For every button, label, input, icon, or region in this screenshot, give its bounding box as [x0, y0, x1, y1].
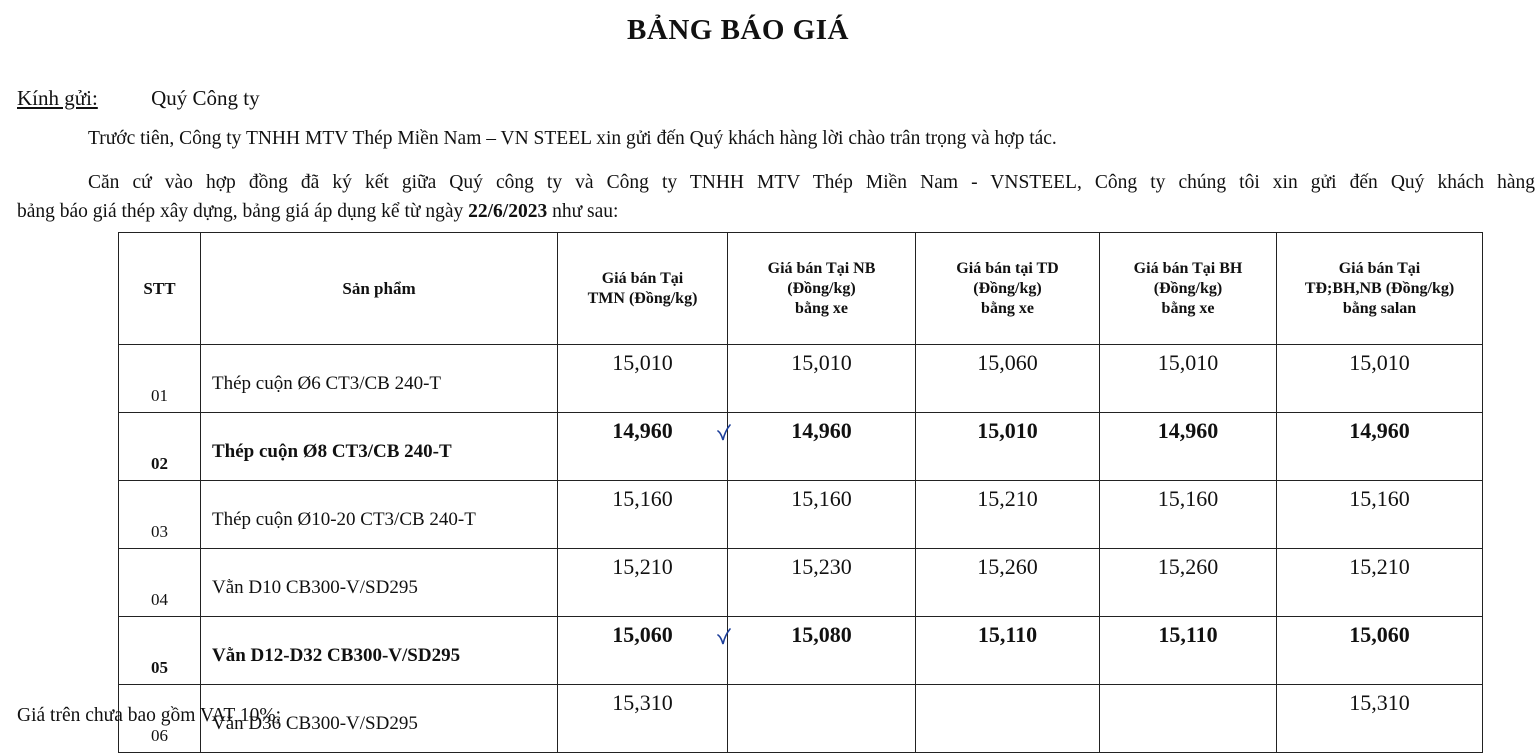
price-value: 15,010: [612, 350, 673, 375]
vat-note: Giá trên chưa bao gồm VAT 10%;: [17, 705, 282, 726]
salutation-label: Kính gửi:: [17, 86, 98, 110]
price-cell: [1277, 413, 1483, 481]
price-value: 15,010: [977, 418, 1038, 443]
price-cell: [1100, 685, 1277, 753]
product-name: Vằn D10 CB300-V/SD295: [201, 549, 558, 617]
table-row: [119, 685, 1483, 753]
price-value: 14,960: [612, 418, 673, 443]
price-value: 15,110: [1158, 622, 1218, 647]
price-cell: [1277, 481, 1483, 549]
basis-line-2-suffix: như sau:: [547, 201, 619, 222]
price-value: 15,160: [1349, 486, 1410, 511]
table-row: [119, 617, 1483, 685]
basis-line-2-prefix: bảng báo giá thép xây dựng, bảng giá áp dụng kể từ ngày: [17, 201, 469, 222]
product-name: Thép cuộn Ø10-20 CT3/CB 240-T: [201, 481, 558, 549]
table-header-row: [119, 233, 1483, 345]
price-cell: [728, 685, 916, 753]
price-cell: [916, 549, 1100, 617]
column-header-0: STT: [119, 233, 201, 345]
row-number: 01: [119, 345, 201, 413]
price-cell: [1277, 345, 1483, 413]
row-number: 03: [119, 481, 201, 549]
price-cell: [558, 617, 728, 685]
price-cell: [558, 549, 728, 617]
price-value: 14,960: [1349, 418, 1410, 443]
price-cell: [916, 481, 1100, 549]
price-cell: [1100, 549, 1277, 617]
price-value: 15,210: [1349, 554, 1410, 579]
price-cell: [1100, 345, 1277, 413]
price-cell: [728, 617, 916, 685]
price-cell: [728, 549, 916, 617]
price-value: 14,960: [1157, 418, 1219, 443]
price-value: 15,260: [977, 554, 1038, 579]
price-cell: [558, 685, 728, 753]
price-value: 15,160: [612, 486, 673, 511]
effective-date: 22/6/2023: [468, 201, 548, 222]
price-cell: [1277, 617, 1483, 685]
price-cell: [1100, 481, 1277, 549]
basis-line-2: [17, 197, 1535, 226]
price-value: 15,230: [791, 554, 852, 579]
product-name: Thép cuộn Ø6 CT3/CB 240-T: [201, 345, 558, 413]
table-row: [119, 413, 1483, 481]
price-table: [118, 232, 1483, 753]
intro-paragraph: Trước tiên, Công ty TNHH MTV Thép Miền Nam – VN STEEL xin gửi đến Quý khách hàng lời chào trân trọng và hợp tác.: [88, 128, 1057, 149]
row-number: 05: [119, 617, 201, 685]
price-cell: [916, 345, 1100, 413]
basis-paragraph: [17, 168, 1535, 226]
price-value: 15,210: [612, 554, 673, 579]
price-cell: [728, 481, 916, 549]
column-header-3: Giá bán Tại NB (Đồng/kg) bằng xe: [728, 233, 916, 345]
price-value: 14,960: [791, 418, 852, 443]
price-cell: [916, 617, 1100, 685]
price-value: 15,060: [1349, 622, 1410, 647]
table-body: [119, 345, 1483, 753]
price-value: 15,060: [612, 622, 673, 647]
table-row: [119, 481, 1483, 549]
column-header-4: Giá bán tại TD (Đồng/kg) bằng xe: [916, 233, 1100, 345]
price-value: 15,210: [977, 486, 1038, 511]
price-cell: [728, 345, 916, 413]
column-header-2: Giá bán Tại TMN (Đồng/kg): [558, 233, 728, 345]
table-row: [119, 549, 1483, 617]
price-value: 15,010: [791, 350, 852, 375]
product-name: Thép cuộn Ø8 CT3/CB 240-T: [201, 413, 558, 481]
row-number: 02: [119, 413, 201, 481]
column-header-6: Giá bán Tại TĐ;BH,NB (Đồng/kg) bằng salan: [1277, 233, 1483, 345]
column-header-5: Giá bán Tại BH (Đồng/kg) bằng xe: [1100, 233, 1277, 345]
price-cell: [1277, 685, 1483, 753]
price-value: 15,010: [1157, 350, 1219, 375]
price-value: 15,110: [977, 622, 1038, 647]
price-cell: [558, 345, 728, 413]
price-value: 15,310: [1349, 690, 1410, 715]
salutation-recipient: Quý Công ty: [151, 86, 260, 110]
row-number: 06: [119, 685, 201, 753]
price-value: 15,160: [1157, 486, 1219, 511]
product-name: Vằn D36 CB300-V/SD295: [201, 685, 558, 753]
price-cell: [1100, 413, 1277, 481]
price-value: 15,160: [791, 486, 852, 511]
price-cell: [1277, 549, 1483, 617]
price-cell: [558, 481, 728, 549]
document-title: BẢNG BÁO GIÁ: [627, 14, 849, 46]
product-name: Vằn D12-D32 CB300-V/SD295: [201, 617, 558, 685]
row-number: 04: [119, 549, 201, 617]
price-value: 15,060: [977, 350, 1038, 375]
price-cell: [916, 413, 1100, 481]
price-value: 15,260: [1157, 554, 1219, 579]
salutation: [17, 86, 260, 111]
column-header-1: Sản phẩm: [201, 233, 558, 345]
table-row: [119, 345, 1483, 413]
price-value: 15,010: [1349, 350, 1410, 375]
price-value: 15,080: [791, 622, 852, 647]
price-cell: [916, 685, 1100, 753]
price-value: 15,310: [612, 690, 673, 715]
price-cell: [1100, 617, 1277, 685]
price-cell: [558, 413, 728, 481]
basis-line-1: Căn cứ vào hợp đồng đã ký kết giữa Quý công ty và Công ty TNHH MTV Thép Miền Nam - VNSTEEL, Công ty chúng tôi xin gửi đến Quý khách hàng: [88, 172, 1535, 193]
price-cell: [728, 413, 916, 481]
